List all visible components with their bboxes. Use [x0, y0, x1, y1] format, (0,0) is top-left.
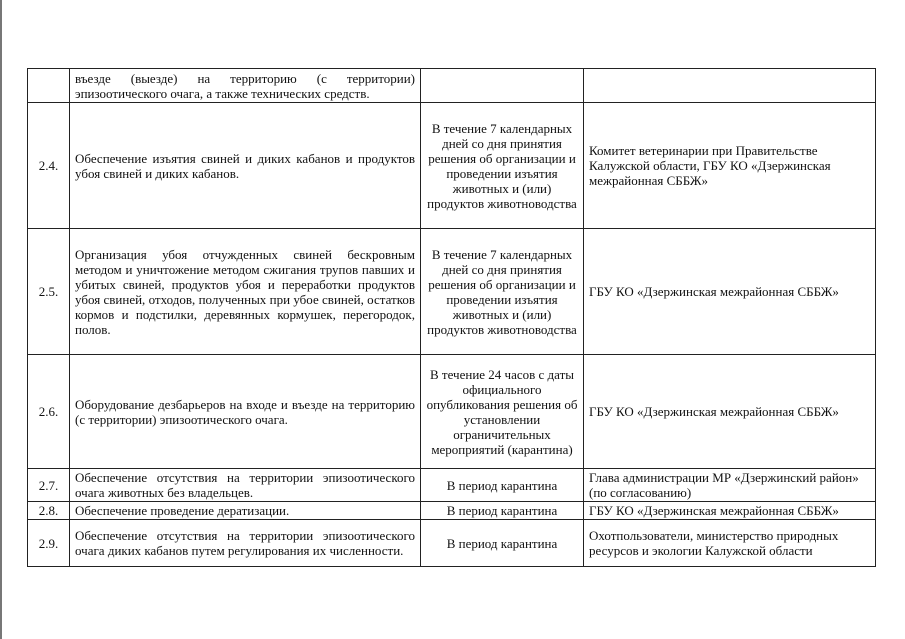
row-number: 2.5. — [28, 229, 70, 355]
responsible-text: Охотпользователи, министерство природных ресурсов и экологии Калужской области — [584, 520, 876, 567]
responsible-text: Глава администрации МР «Дзержинский район» (по согласованию) — [584, 469, 876, 502]
row-number: 2.6. — [28, 355, 70, 469]
responsible-text: Комитет ветеринарии при Правительстве Калужской области, ГБУ КО «Дзержинская межрайонная СББЖ» — [584, 103, 876, 229]
measure-text: въезде (выезде) на территорию (с территории) эпизоотического очага, а также технических средств. — [70, 69, 421, 103]
table-row — [28, 520, 876, 567]
table-row — [28, 469, 876, 502]
table-row — [28, 502, 876, 520]
measure-text: Обеспечение проведение дератизации. — [70, 502, 421, 520]
measure-text: Обеспечение отсутствия на территории эпизоотического очага животных без владельцев. — [70, 469, 421, 502]
page-edge-line — [0, 0, 2, 639]
table-row — [28, 355, 876, 469]
deadline-text: В период карантина — [421, 469, 584, 502]
deadline-text: В течение 7 календарных дней со дня принятия решения об организации и проведении изъятия животных и (или) продуктов животноводства — [421, 103, 584, 229]
deadline-text: В период карантина — [421, 520, 584, 567]
deadline-text: В течение 7 календарных дней со дня принятия решения об организации и проведении изъятия животных и (или) продуктов животноводства — [421, 229, 584, 355]
measure-text: Обеспечение изъятия свиней и диких кабанов и продуктов убоя свиней и диких кабанов. — [70, 103, 421, 229]
deadline-text — [421, 69, 584, 103]
table-row — [28, 103, 876, 229]
row-number: 2.9. — [28, 520, 70, 567]
row-number: 2.7. — [28, 469, 70, 502]
measure-text: Организация убоя отчужденных свиней бескровным методом и уничтожение методом сжигания трупов павших и убитых свиней, продуктов убоя и переработки продуктов убоя свиней, отходов, полученных при убое свиней, остатков кормов и подстилки, деревянных кормушек, перегородок, полов. — [70, 229, 421, 355]
row-number — [28, 69, 70, 103]
responsible-text: ГБУ КО «Дзержинская межрайонная СББЖ» — [584, 355, 876, 469]
deadline-text: В период карантина — [421, 502, 584, 520]
deadline-text: В течение 24 часов с даты официального опубликования решения об установлении ограничительных мероприятий (карантина) — [421, 355, 584, 469]
responsible-text: ГБУ КО «Дзержинская межрайонная СББЖ» — [584, 229, 876, 355]
row-number: 2.8. — [28, 502, 70, 520]
table-row — [28, 69, 876, 103]
table-row — [28, 229, 876, 355]
measure-text: Обеспечение отсутствия на территории эпизоотического очага диких кабанов путем регулирования их численности. — [70, 520, 421, 567]
measure-text: Оборудование дезбарьеров на входе и въезде на территорию (с территории) эпизоотического очага. — [70, 355, 421, 469]
row-number: 2.4. — [28, 103, 70, 229]
measures-table — [27, 68, 876, 567]
responsible-text — [584, 69, 876, 103]
responsible-text: ГБУ КО «Дзержинская межрайонная СББЖ» — [584, 502, 876, 520]
